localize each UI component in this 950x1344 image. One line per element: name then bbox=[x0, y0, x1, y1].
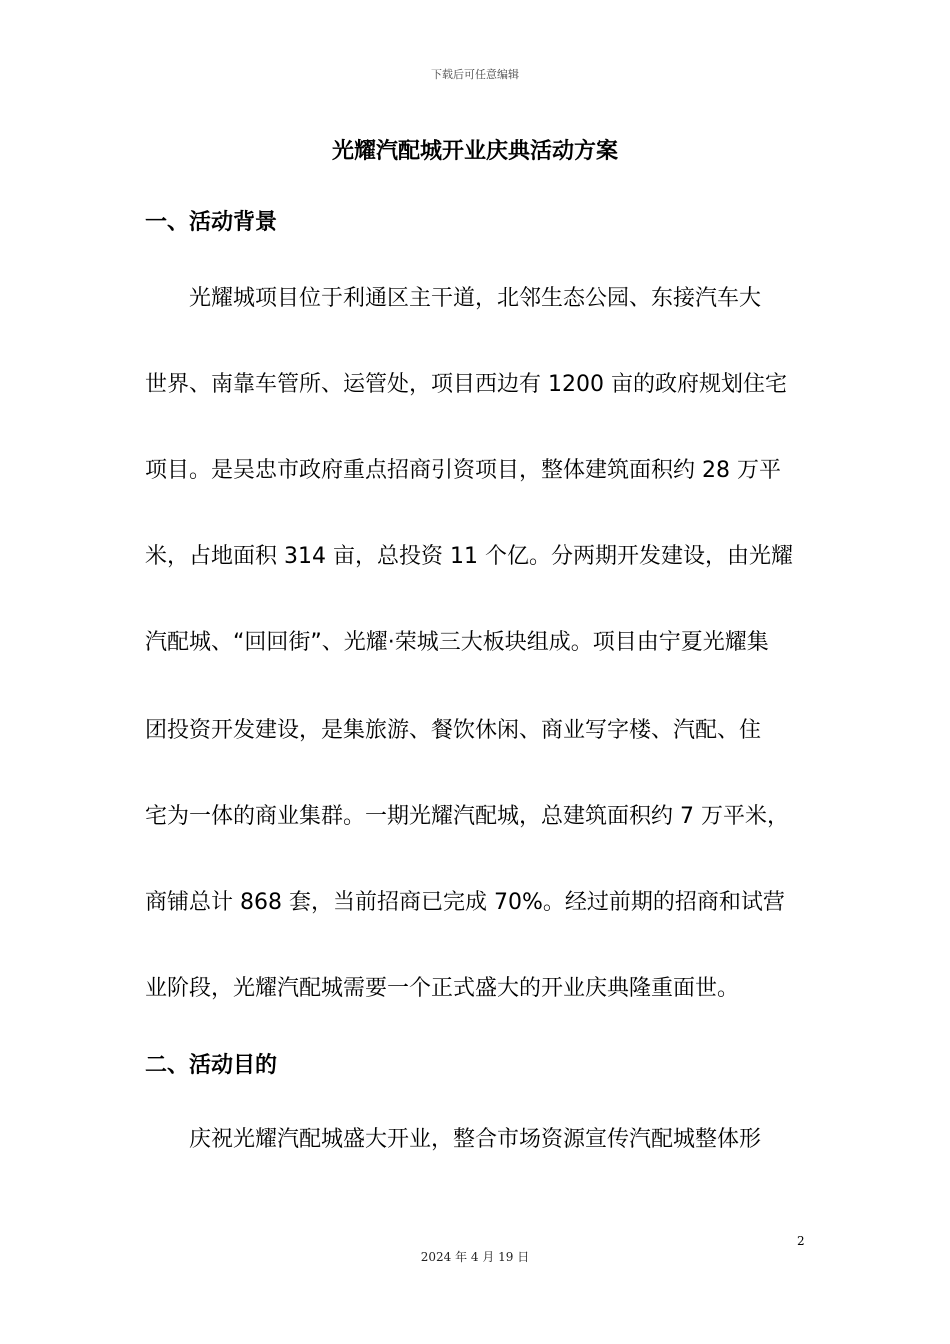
document-title: 光耀汽配城开业庆典活动方案 bbox=[331, 139, 618, 164]
footer-date: 2024 年 4 月 19 日 bbox=[420, 1250, 530, 1264]
paragraph-line: 项目。是吴忠市政府重点招商引资项目，整体建筑面积约 28 万平 bbox=[145, 458, 781, 483]
page-number: 2 bbox=[797, 1234, 805, 1248]
section-heading-purpose: 二、活动目的 bbox=[145, 1053, 278, 1078]
paragraph-line: 商铺总计 868 套，当前招商已完成 70%。经过前期的招商和试营 bbox=[145, 890, 785, 915]
paragraph-line: 汽配城、“回回街”、光耀·荣城三大板块组成。项目由宁夏光耀集 bbox=[145, 630, 769, 655]
paragraph-line: 世界、南靠车管所、运管处，项目西边有 1200 亩的政府规划住宅 bbox=[145, 372, 787, 397]
paragraph-line: 米，占地面积 314 亩，总投资 11 个亿。分两期开发建设，由光耀 bbox=[145, 544, 793, 569]
paragraph-line: 光耀城项目位于利通区主干道，北邻生态公园、东接汽车大 bbox=[189, 286, 762, 311]
paragraph-line: 庆祝光耀汽配城盛大开业，整合市场资源宣传汽配城整体形 bbox=[189, 1127, 762, 1152]
paragraph-line: 宅为一体的商业集群。一期光耀汽配城，总建筑面积约 7 万平米， bbox=[145, 804, 789, 829]
paragraph-line: 团投资开发建设，是集旅游、餐饮休闲、商业写字楼、汽配、住 bbox=[145, 718, 762, 743]
header-note: 下载后可任意编辑 bbox=[431, 68, 519, 81]
paragraph-line: 业阶段，光耀汽配城需要一个正式盛大的开业庆典隆重面世。 bbox=[145, 976, 740, 1001]
section-heading-background: 一、活动背景 bbox=[145, 210, 278, 235]
